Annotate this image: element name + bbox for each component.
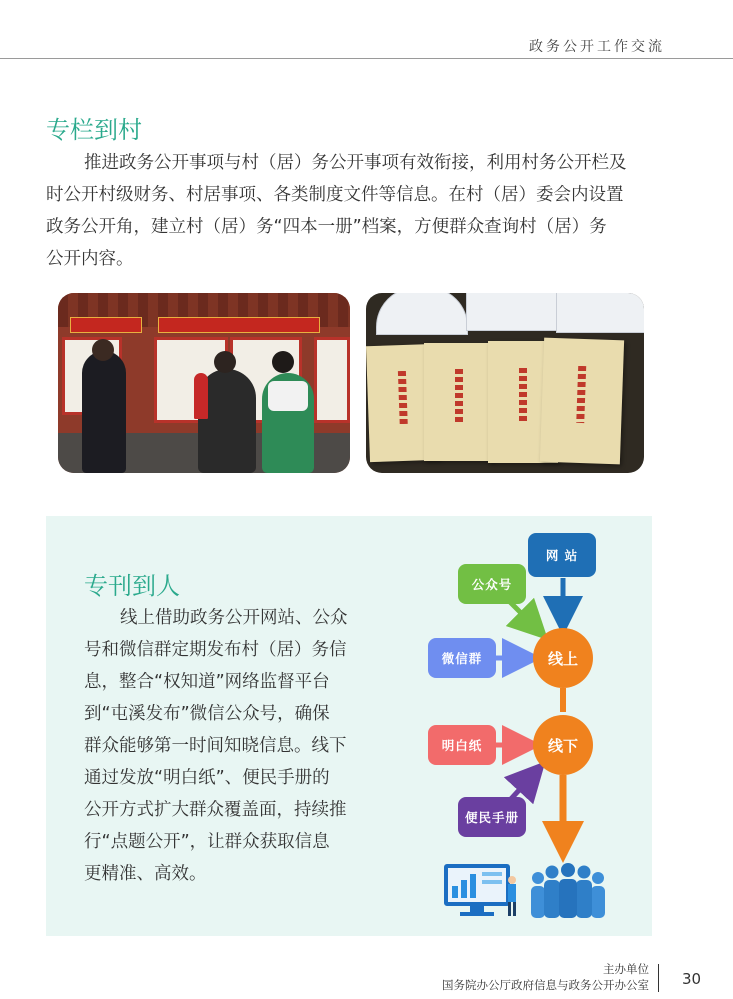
computer-illustration [436,858,520,922]
node-handbook: 便民手册 [458,797,526,837]
node-offline: 线下 [533,715,593,775]
running-header-title: 政务公开工作交流 [529,39,665,55]
node-official-account: 公众号 [458,564,526,604]
node-website: 网 站 [528,533,596,577]
paragraph-line: 更精准、高效。 [84,864,207,884]
paragraph-line: 公开内容。 [46,249,134,269]
section-title-village: 专栏到村 [46,116,142,144]
people-group-icon [528,862,608,920]
footer-org-name: 国务院办公厅政府信息与政务公开办公室 [442,978,649,992]
paragraph-line: 推进政务公开事项与村（居）务公开事项有效衔接，利用村务公开栏及 [84,153,627,173]
paragraph-line: 通过发放“明白纸”、便民手册的 [84,768,330,788]
paragraph-line: 公开方式扩大群众覆盖面，持续推 [84,800,347,820]
node-wechat-group: 微信群 [428,638,496,678]
footer-divider [658,964,659,992]
paragraph-line: 息，整合“权知道”网络监督平台 [84,672,330,692]
node-plain-paper: 明白纸 [428,725,496,765]
paragraph-line: 时公开村级财务、村居事项、各类制度文件等信息。在村（居）委会内设置 [46,185,624,205]
paragraph-line: 政务公开角，建立村（居）务“四本一册”档案，方便群众查询村（居）务 [46,217,607,237]
paragraph-line: 行“点题公开”，让群众获取信息 [84,832,330,852]
paragraph-line: 到“屯溪发布”微信公众号，确保 [84,704,330,724]
section-title-publication: 专刊到人 [84,572,180,600]
page-number: 30 [682,970,702,988]
node-online: 线上 [533,628,593,688]
paragraph-line: 线上借助政务公开网站、公众 [120,608,348,628]
paragraph-line: 群众能够第一时间知晓信息。线下 [84,736,347,756]
paragraph-line: 号和微信群定期发布村（居）务信 [84,640,347,660]
footer-org-label: 主办单位 [603,962,649,976]
